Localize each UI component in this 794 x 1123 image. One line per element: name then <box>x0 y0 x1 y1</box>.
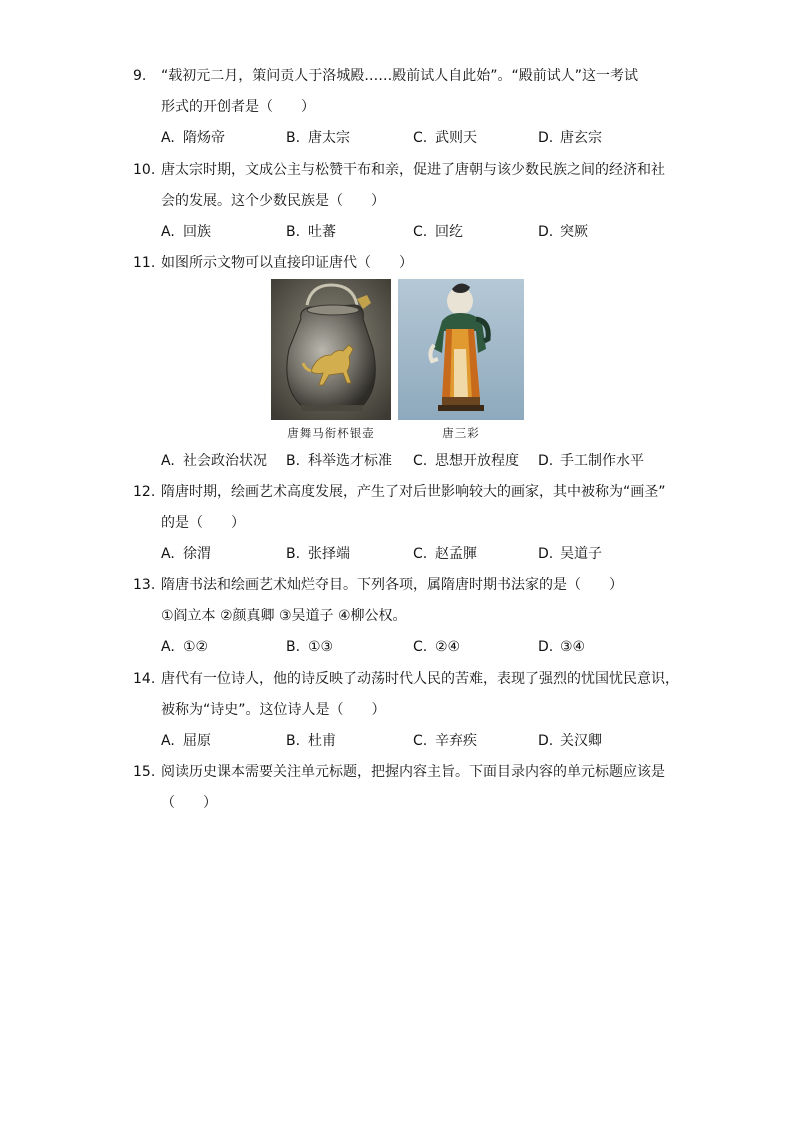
question-number: 10. <box>133 162 156 178</box>
option-d[interactable]: D. 唐玄宗 <box>538 130 602 146</box>
question-stem-line-2: （ ） <box>161 795 217 811</box>
options-row <box>161 539 671 570</box>
option-d[interactable]: D. 吴道子 <box>538 546 602 562</box>
options-row <box>161 217 671 248</box>
option-b[interactable]: B. 科举选才标准 <box>286 453 392 469</box>
question-number: 12. <box>133 484 156 500</box>
question-number: 14. <box>133 671 156 687</box>
question-number: 13. <box>133 577 156 593</box>
silver-pot-image <box>271 279 391 420</box>
question-stem-line-1: “载初元二月，策问贡人于洛城殿……殿前试人自此始”。“殿前试人”这一考试 <box>161 68 639 84</box>
option-d[interactable]: D. 突厥 <box>538 224 588 240</box>
option-d[interactable]: D. 手工制作水平 <box>538 453 644 469</box>
question-stem-line-2: ①阎立本 ②颜真卿 ③吴道子 ④柳公权。 <box>161 608 407 624</box>
question-stem-line-2: 会的发展。这个少数民族是（ ） <box>161 193 385 209</box>
option-b[interactable]: B. ①③ <box>286 639 334 655</box>
options-row <box>161 123 671 154</box>
figure-caption: 唐舞马衔杯银壶 <box>287 426 375 440</box>
option-a[interactable]: A. 隋炀帝 <box>161 130 225 146</box>
option-a[interactable]: A. 社会政治状况 <box>161 453 267 469</box>
option-a[interactable]: A. 徐渭 <box>161 546 211 562</box>
options-row <box>161 446 671 477</box>
question-number: 15. <box>133 764 156 780</box>
figure-caption: 唐三彩 <box>442 426 480 440</box>
question-stem-line-1: 唐代有一位诗人，他的诗反映了动荡时代人民的苦难，表现了强烈的忧国忧民意识， <box>161 671 679 687</box>
question-stem-line-2: 形式的开创者是（ ） <box>161 99 315 115</box>
option-b[interactable]: B. 张择端 <box>286 546 350 562</box>
option-b[interactable]: B. 杜甫 <box>286 733 336 749</box>
question-stem-line-1: 唐太宗时期，文成公主与松赞干布和亲，促进了唐朝与该少数民族之间的经济和社 <box>161 162 665 178</box>
options-row <box>161 632 671 663</box>
option-a[interactable]: A. 屈原 <box>161 733 211 749</box>
tang-sancai-figurine-image <box>398 279 524 420</box>
option-c[interactable]: C. 思想开放程度 <box>413 453 519 469</box>
option-c[interactable]: C. 辛弃疾 <box>413 733 477 749</box>
option-d[interactable]: D. 关汉卿 <box>538 733 602 749</box>
question-stem-line-2: 的是（ ） <box>161 515 245 531</box>
artifact-figures <box>271 279 525 445</box>
option-b[interactable]: B. 唐太宗 <box>286 130 350 146</box>
option-c[interactable]: C. 赵孟腪 <box>413 546 477 562</box>
question-stem-line-1: 隋唐书法和绘画艺术灿烂夺目。下列各项，属隋唐时期书法家的是（ ） <box>161 577 623 593</box>
option-c[interactable]: C. 武则天 <box>413 130 477 146</box>
question-number: 9. <box>133 68 147 84</box>
question-stem-line-1: 如图所示文物可以直接印证唐代（ ） <box>161 255 413 271</box>
options-row <box>161 726 671 757</box>
option-c[interactable]: C. 回纥 <box>413 224 463 240</box>
question-number: 11. <box>133 255 156 271</box>
option-b[interactable]: B. 吐蕃 <box>286 224 336 240</box>
question-stem-line-1: 隋唐时期，绘画艺术高度发展，产生了对后世影响较大的画家，其中被称为“画圣” <box>161 484 666 500</box>
question-stem-line-1: 阅读历史课本需要关注单元标题，把握内容主旨。下面目录内容的单元标题应该是 <box>161 764 665 780</box>
option-d[interactable]: D. ③④ <box>538 639 586 655</box>
question-stem-line-2: 被称为“诗史”。这位诗人是（ ） <box>161 702 386 718</box>
option-a[interactable]: A. ①② <box>161 639 209 655</box>
option-a[interactable]: A. 回族 <box>161 224 211 240</box>
option-c[interactable]: C. ②④ <box>413 639 461 655</box>
